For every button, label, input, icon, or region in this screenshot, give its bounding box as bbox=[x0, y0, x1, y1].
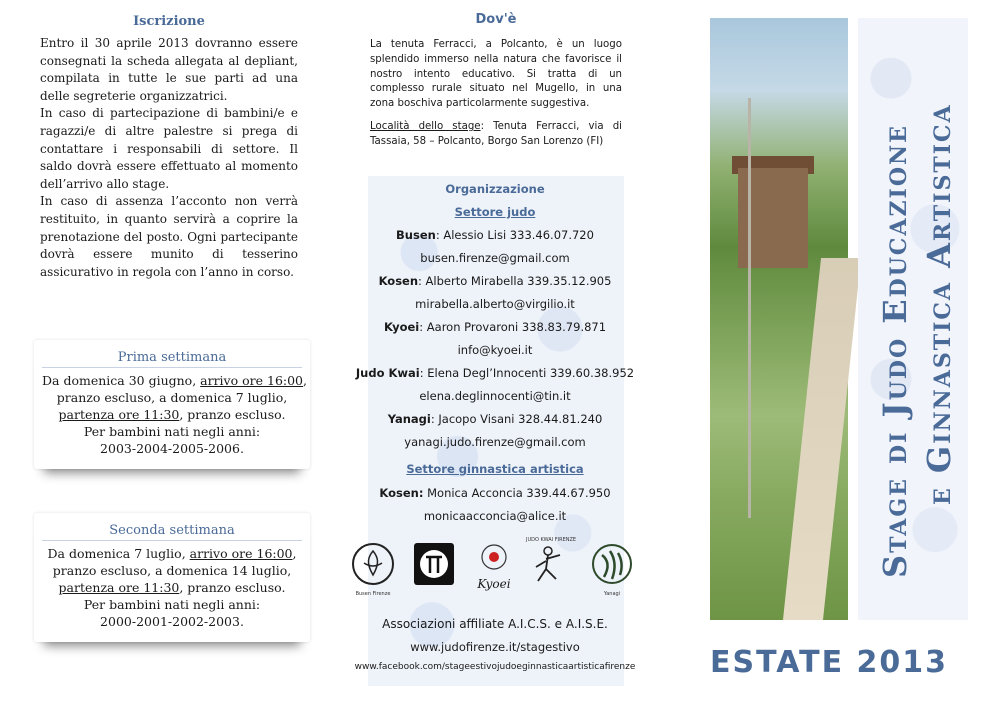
contact-kosen bbox=[340, 274, 650, 288]
kosen2-value: Monica Acconcia 339.44.67.950 bbox=[423, 486, 611, 500]
iscrizione-paragraph-1: Entro il 30 aprile 2013 dovranno essere consegnati la scheda allegata al depliant, compilata in tutte le sue parti ad una delle segreterie organizzatrici. bbox=[40, 36, 298, 103]
website-link[interactable]: www.judofirenze.it/stagestivo bbox=[410, 640, 580, 654]
contact-kosen-ginnastica bbox=[340, 486, 650, 500]
kyoei-logo bbox=[472, 541, 516, 591]
contact-yanagi bbox=[340, 412, 650, 426]
yanagi-value: : Jacopo Visani 328.44.81.240 bbox=[430, 412, 603, 426]
yanagi-caption: Yanagi bbox=[603, 591, 621, 597]
busen-emblem-icon bbox=[350, 541, 396, 587]
busen-logo-caption: Busen Firenze bbox=[355, 591, 391, 597]
dove-title: Dov'è bbox=[475, 12, 517, 27]
dove-location-label: Località dello stage bbox=[370, 121, 481, 132]
yanagi-name: Yanagi bbox=[387, 412, 431, 426]
kyoei-name: Kyoei bbox=[383, 320, 420, 334]
seconda-line4: Per bambini nati negli anni: bbox=[83, 597, 261, 612]
contact-judo-kwai bbox=[340, 366, 650, 380]
seconda-line1c: , bbox=[292, 546, 297, 561]
dove-location bbox=[370, 120, 622, 150]
seconda-settimana-card bbox=[34, 513, 310, 642]
seconda-years: 2000-2001-2002-2003. bbox=[100, 614, 244, 629]
judo-kwai-value: : Elena Degl’Innocenti 339.60.38.952 bbox=[419, 366, 635, 380]
contact-busen bbox=[340, 228, 650, 242]
iscrizione-paragraph-2: In caso di partecipazione di bambini/e e ragazzi/e di altre palestre si prega di contattare i responsabili di settore. Il saldo dovrà essere effettuato al momento dell’arrivo allo stage. bbox=[40, 106, 298, 191]
prima-arrival: arrivo ore 16:00 bbox=[200, 373, 304, 388]
prima-departure: partenza ore 11:30 bbox=[58, 407, 180, 422]
prima-settimana-title: Prima settimana bbox=[42, 350, 302, 368]
kosen-email[interactable]: mirabella.alberto@virgilio.it bbox=[415, 297, 575, 311]
prima-line1c: , bbox=[303, 373, 307, 388]
seconda-settimana-title: Seconda settimana bbox=[42, 523, 302, 541]
kosen2-email[interactable]: monicaacconcia@alice.it bbox=[423, 509, 567, 523]
main-title-line1: Stage di Judo Educazione bbox=[876, 124, 914, 578]
kyoei-logo-text: Kyoei bbox=[477, 577, 511, 591]
kyoei-email[interactable]: info@kyoei.it bbox=[457, 343, 533, 357]
busen-logo bbox=[350, 541, 396, 597]
prima-years: 2003-2004-2005-2006. bbox=[100, 441, 244, 456]
yanagi-email[interactable]: yanagi.judo.firenze@gmail.com bbox=[404, 435, 586, 449]
organizzazione-title: Organizzazione bbox=[445, 182, 545, 196]
contact-kyoei bbox=[340, 320, 650, 334]
iscrizione-section bbox=[40, 12, 298, 281]
prima-line4: Per bambini nati negli anni: bbox=[83, 424, 261, 439]
facebook-link[interactable]: www.facebook.com/stageestivojudoeginnasticaartisticafirenze bbox=[354, 662, 636, 672]
kyoei-emblem-icon bbox=[472, 541, 516, 573]
photo-path bbox=[783, 258, 861, 620]
judo-kwai-name: Judo Kwai bbox=[355, 366, 420, 380]
prima-line1a: Da domenica 30 giugno, bbox=[42, 373, 201, 388]
seconda-line2: pranzo escluso, a domenica 14 luglio, bbox=[52, 563, 292, 578]
kosen-value: : Alberto Mirabella 339.35.12.905 bbox=[418, 274, 612, 288]
affiliations: Associazioni affiliate A.I.C.S. e A.I.S.E. bbox=[382, 617, 608, 631]
prima-line3b: , pranzo escluso. bbox=[179, 407, 286, 422]
settore-ginnastica-heading: Settore ginnastica artistica bbox=[406, 462, 584, 476]
kyoei-value: : Aaron Provaroni 338.83.79.871 bbox=[419, 320, 607, 334]
iscrizione-title: Iscrizione bbox=[133, 14, 205, 29]
kosen-name: Kosen bbox=[378, 274, 419, 288]
dove-text: La tenuta Ferracci, a Polcanto, è un luogo splendido immerso nella natura che favorisce il nostro intento educativo. Si tratta di un complesso rurale situato nel Mugello, in una zona boschiva particolarmente suggestiva. bbox=[370, 39, 622, 110]
estate-year: ESTATE 2013 bbox=[710, 645, 949, 680]
main-title-line2: e Ginnastica Artistica bbox=[920, 103, 958, 505]
kosen-emblem-icon bbox=[412, 541, 456, 587]
dove-location-text: : Tenuta Ferracci, via di Tassaia, 58 – Polcanto, Borgo San Lorenzo (FI) bbox=[370, 121, 622, 147]
judoka-figure-icon bbox=[526, 543, 570, 589]
prima-settimana-card bbox=[34, 340, 310, 469]
busen-email[interactable]: busen.firenze@gmail.com bbox=[420, 251, 570, 265]
seconda-arrival: arrivo ore 16:00 bbox=[189, 546, 293, 561]
settore-judo-heading: Settore judo bbox=[454, 205, 536, 219]
photo-pole bbox=[748, 98, 751, 518]
yanagi-logo bbox=[590, 541, 634, 597]
seconda-line3b: , pranzo escluso. bbox=[179, 580, 286, 595]
prima-line2: pranzo escluso, a domenica 7 luglio, bbox=[56, 390, 288, 405]
busen-name: Busen bbox=[396, 228, 436, 242]
kosen2-name: Kosen: bbox=[379, 486, 424, 500]
iscrizione-paragraph-3: In caso di assenza l’acconto non verrà restituito, in quanto servirà a coprire la prenotazione del posto. Ogni partecipante dovrà essere munito di tesserino assicurativo in regola con l’anno in corso. bbox=[40, 194, 298, 279]
venue-photo bbox=[710, 18, 848, 620]
seconda-departure: partenza ore 11:30 bbox=[58, 580, 180, 595]
kosen-logo bbox=[412, 541, 456, 591]
judo-kwai-logo bbox=[526, 537, 576, 593]
judo-kwai-email[interactable]: elena.deglinnocenti@tin.it bbox=[419, 389, 571, 403]
yanagi-emblem-icon bbox=[590, 541, 634, 587]
busen-value: : Alessio Lisi 333.46.07.720 bbox=[435, 228, 594, 242]
seconda-line1a: Da domenica 7 luglio, bbox=[47, 546, 190, 561]
judo-kwai-caption: JUDO KWAI FIRENZE bbox=[526, 537, 577, 543]
